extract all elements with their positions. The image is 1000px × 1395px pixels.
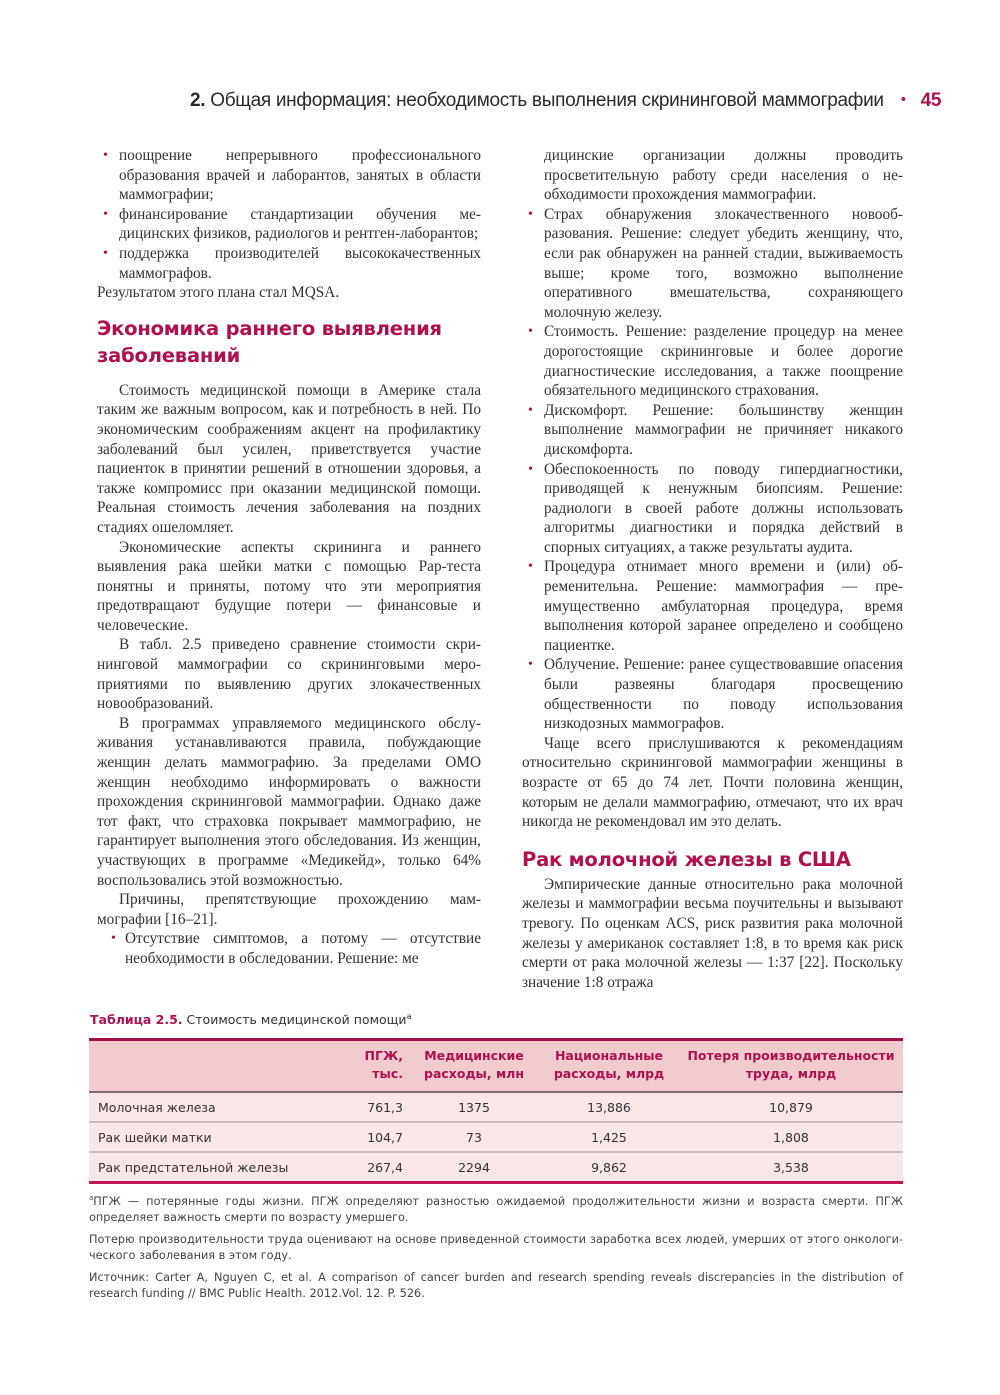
table-cell: Молочная железа xyxy=(89,1092,349,1122)
column-header xyxy=(89,1040,349,1093)
table-cell: 73 xyxy=(409,1122,539,1152)
table-cell: 761,3 xyxy=(349,1092,409,1122)
chapter-number: 2. xyxy=(190,90,206,111)
list-item: • Процедура отнимает много времени и (или) обременительна. Решение: маммография — преимущественно амбулаторная процедура, время выполнения которой заранее определено и сообщено пациентке. xyxy=(522,557,903,655)
table-cell: 9,862 xyxy=(591,1159,627,1175)
bullet-list-barriers-cont xyxy=(522,205,903,734)
right-column xyxy=(522,146,903,992)
page-number: 45 xyxy=(920,90,942,111)
table-cell: 13,886 xyxy=(539,1092,679,1122)
footnote xyxy=(89,1190,903,1226)
list-item: • финансирование стандартизации обучения медицинских физиков, радиологов и рентген-лаборантов; xyxy=(97,205,481,244)
cost-table xyxy=(89,1038,903,1184)
bullet-list-top xyxy=(97,146,481,283)
table-row xyxy=(89,1122,903,1152)
list-item: • поощрение непрерывного профессионального образования врачей и лаборантов, занятых в области маммографии; xyxy=(97,146,481,205)
paragraph: Экономические аспекты скрининга и раннего выявления рака шейки матки с помощью Pap-теста понятны и приняты, потому что эти мероприятия предотвращают будущие потери — финансовые и человеческие. xyxy=(97,538,481,634)
table-cell: 10,879 xyxy=(679,1092,903,1122)
table-header-row xyxy=(89,1040,903,1093)
table-caption-label: Таблица 2.5. xyxy=(90,1012,183,1028)
table-cell: 1375 xyxy=(409,1092,539,1122)
table-cell: 3,538 xyxy=(773,1159,809,1175)
table-cell: 2294 xyxy=(458,1159,490,1175)
table-cell: 267,4 xyxy=(367,1159,403,1175)
table-cell: Рак шейки матки xyxy=(89,1122,349,1152)
list-item: • Отсутствие симптомов, а потому — отсутствие необходимости в обследовании. Решение: ме xyxy=(97,929,481,968)
footnote-marker: a xyxy=(406,1012,412,1021)
section-heading-usa: Рак молочной железы в США xyxy=(522,847,851,871)
table-cell: Рак предстательной железы xyxy=(98,1159,289,1175)
table-row xyxy=(89,1152,903,1183)
list-item: • Страх обнаружения злокачественного новообразования. Решение: следует убедить женщину, что, если рак обнаружен на ранней стадии, выживаемость выше; кроме того, возможно выполнение оперативного вмешательства, сохраняющего молочную железу. xyxy=(522,205,903,323)
table-notes xyxy=(89,1190,903,1308)
list-item: • Стоимость. Решение: разделение процедур на менее дорогостоящие скрининговые и более дорогие диагностические исследования, а также поощрение обязательного медицинского страхования. xyxy=(522,322,903,400)
chapter-title: Общая информация: необходимость выполнения скрининговой маммографии xyxy=(210,90,884,111)
table-row xyxy=(89,1092,903,1122)
result-line: Результатом этого плана стал MQSA. xyxy=(97,284,340,302)
table-cell: 104,7 xyxy=(349,1122,409,1152)
list-item: • Дискомфорт. Решение: большинству женщин выполнение маммографии не причиняет никакого дискомфорта. xyxy=(522,401,903,460)
paragraph: Эмпирические данные относительно рака молочной железы и маммографии весьма поучительны и вызывают тревогу. По оценкам ACS, риск развития рака молочной железы у американок составляет 1:8, в то время как риск смерти от рака молочной железы — 1:37 [22]. Поскольку значение 1:8 отража xyxy=(522,875,903,991)
column-header: Национальные расходы, млрд xyxy=(539,1040,679,1093)
paragraph: Чаще всего прислушиваются к рекомендациям относительно скрининговой маммографии женщины в возрасте от 65 до 74 лет. Почти половина женщин, которым не делали маммографию, отмечают, что их врач никогда не рекомендовал им это делать. xyxy=(522,734,903,831)
footnote-text: ПГЖ — потерянные годы жизни. ПГЖ определяют разностью ожидаемой продолжительности жизни и возраста смерти. ПГЖ определяет важность смерти по возрасту умершего. xyxy=(89,1194,903,1224)
column-header: ПГЖ, тыс. xyxy=(349,1040,409,1093)
section-heading-economics: Экономика раннего выявления заболеваний xyxy=(97,316,442,367)
table-caption-text: Стоимость медицинской помощи xyxy=(186,1012,407,1028)
column-header: Потеря производительности труда, млрд xyxy=(679,1040,903,1093)
table-cell: 1,808 xyxy=(679,1122,903,1152)
paragraph: Стоимость медицинской помощи в Америке стала таким же важным вопросом, как и потребность в ней. По экономическим соображениям акцент на профилактику заболеваний был усилен, приветствуется участие пациенток в принятии решений в отношении здоровья, а также компромисс при оказании медицинской помощи. Реальная стоимость лечения заболевания на поздних стадиях ошеломляет. xyxy=(97,381,481,536)
bullet-continuation: дицинские организации должны проводить просветительную работу среди населения о необходимости прохождения маммографии. xyxy=(544,147,903,204)
table-caption xyxy=(90,1012,411,1027)
left-column xyxy=(97,146,481,969)
paragraph: Причины, препятствующие прохождению маммографии [16–21]. xyxy=(97,891,481,928)
list-item: • Облучение. Решение: ранее существовавшие опасения были развеяны благодаря просвещению общественности по поводу использования низкодозных маммографов. xyxy=(522,655,903,733)
paragraph: В табл. 2.5 приведено сравнение стоимости скрининговой маммографии со скрининговыми мероприятиями по выявлению других злокачественных новообразований. xyxy=(97,636,481,713)
list-item: • Обеспокоенность по поводу гипердиагностики, приводящей к ненужным биопсиям. Решение: радиологи в своей работе должны использовать алгоритмы диагностики и порядка действий в спорных ситуациях, а также результаты аудита. xyxy=(522,460,903,558)
bullet-list-barriers xyxy=(97,929,481,968)
list-item: • поддержка производителей высококачественных маммографов. xyxy=(97,244,481,283)
footnote-marker: a xyxy=(89,1194,94,1202)
paragraph: В программах управляемого медицинского обслуживания устанавливаются правила, побуждающие женщин делать маммографию. За пределами ОМО женщин необходимо информировать о важности прохождения скрининговой маммографии. Однако даже тот факт, что страховка покрывает маммографию, не гарантирует выполнения этого обследования. Из женщин, участвующих в программе «Медикейд», только 64% воспользовались этой возможностью. xyxy=(97,714,481,889)
source-note: Источник: Carter A, Nguyen C, et al. A comparison of cancer burden and research spending reveals discrepancies in the distribution of research funding // BMC Public Health. 2012.Vol. 12. P. 526. xyxy=(89,1270,903,1300)
column-header: Медицинские расходы, млн xyxy=(409,1040,539,1093)
table-cell: 1,425 xyxy=(539,1122,679,1152)
bullet-separator-icon: • xyxy=(900,91,906,108)
running-header xyxy=(190,90,942,112)
productivity-note: Потерю производительности труда оценивают на основе приведенной стоимости заработка всех людей, умерших от этого онкологического заболевания в этом году. xyxy=(89,1232,903,1262)
